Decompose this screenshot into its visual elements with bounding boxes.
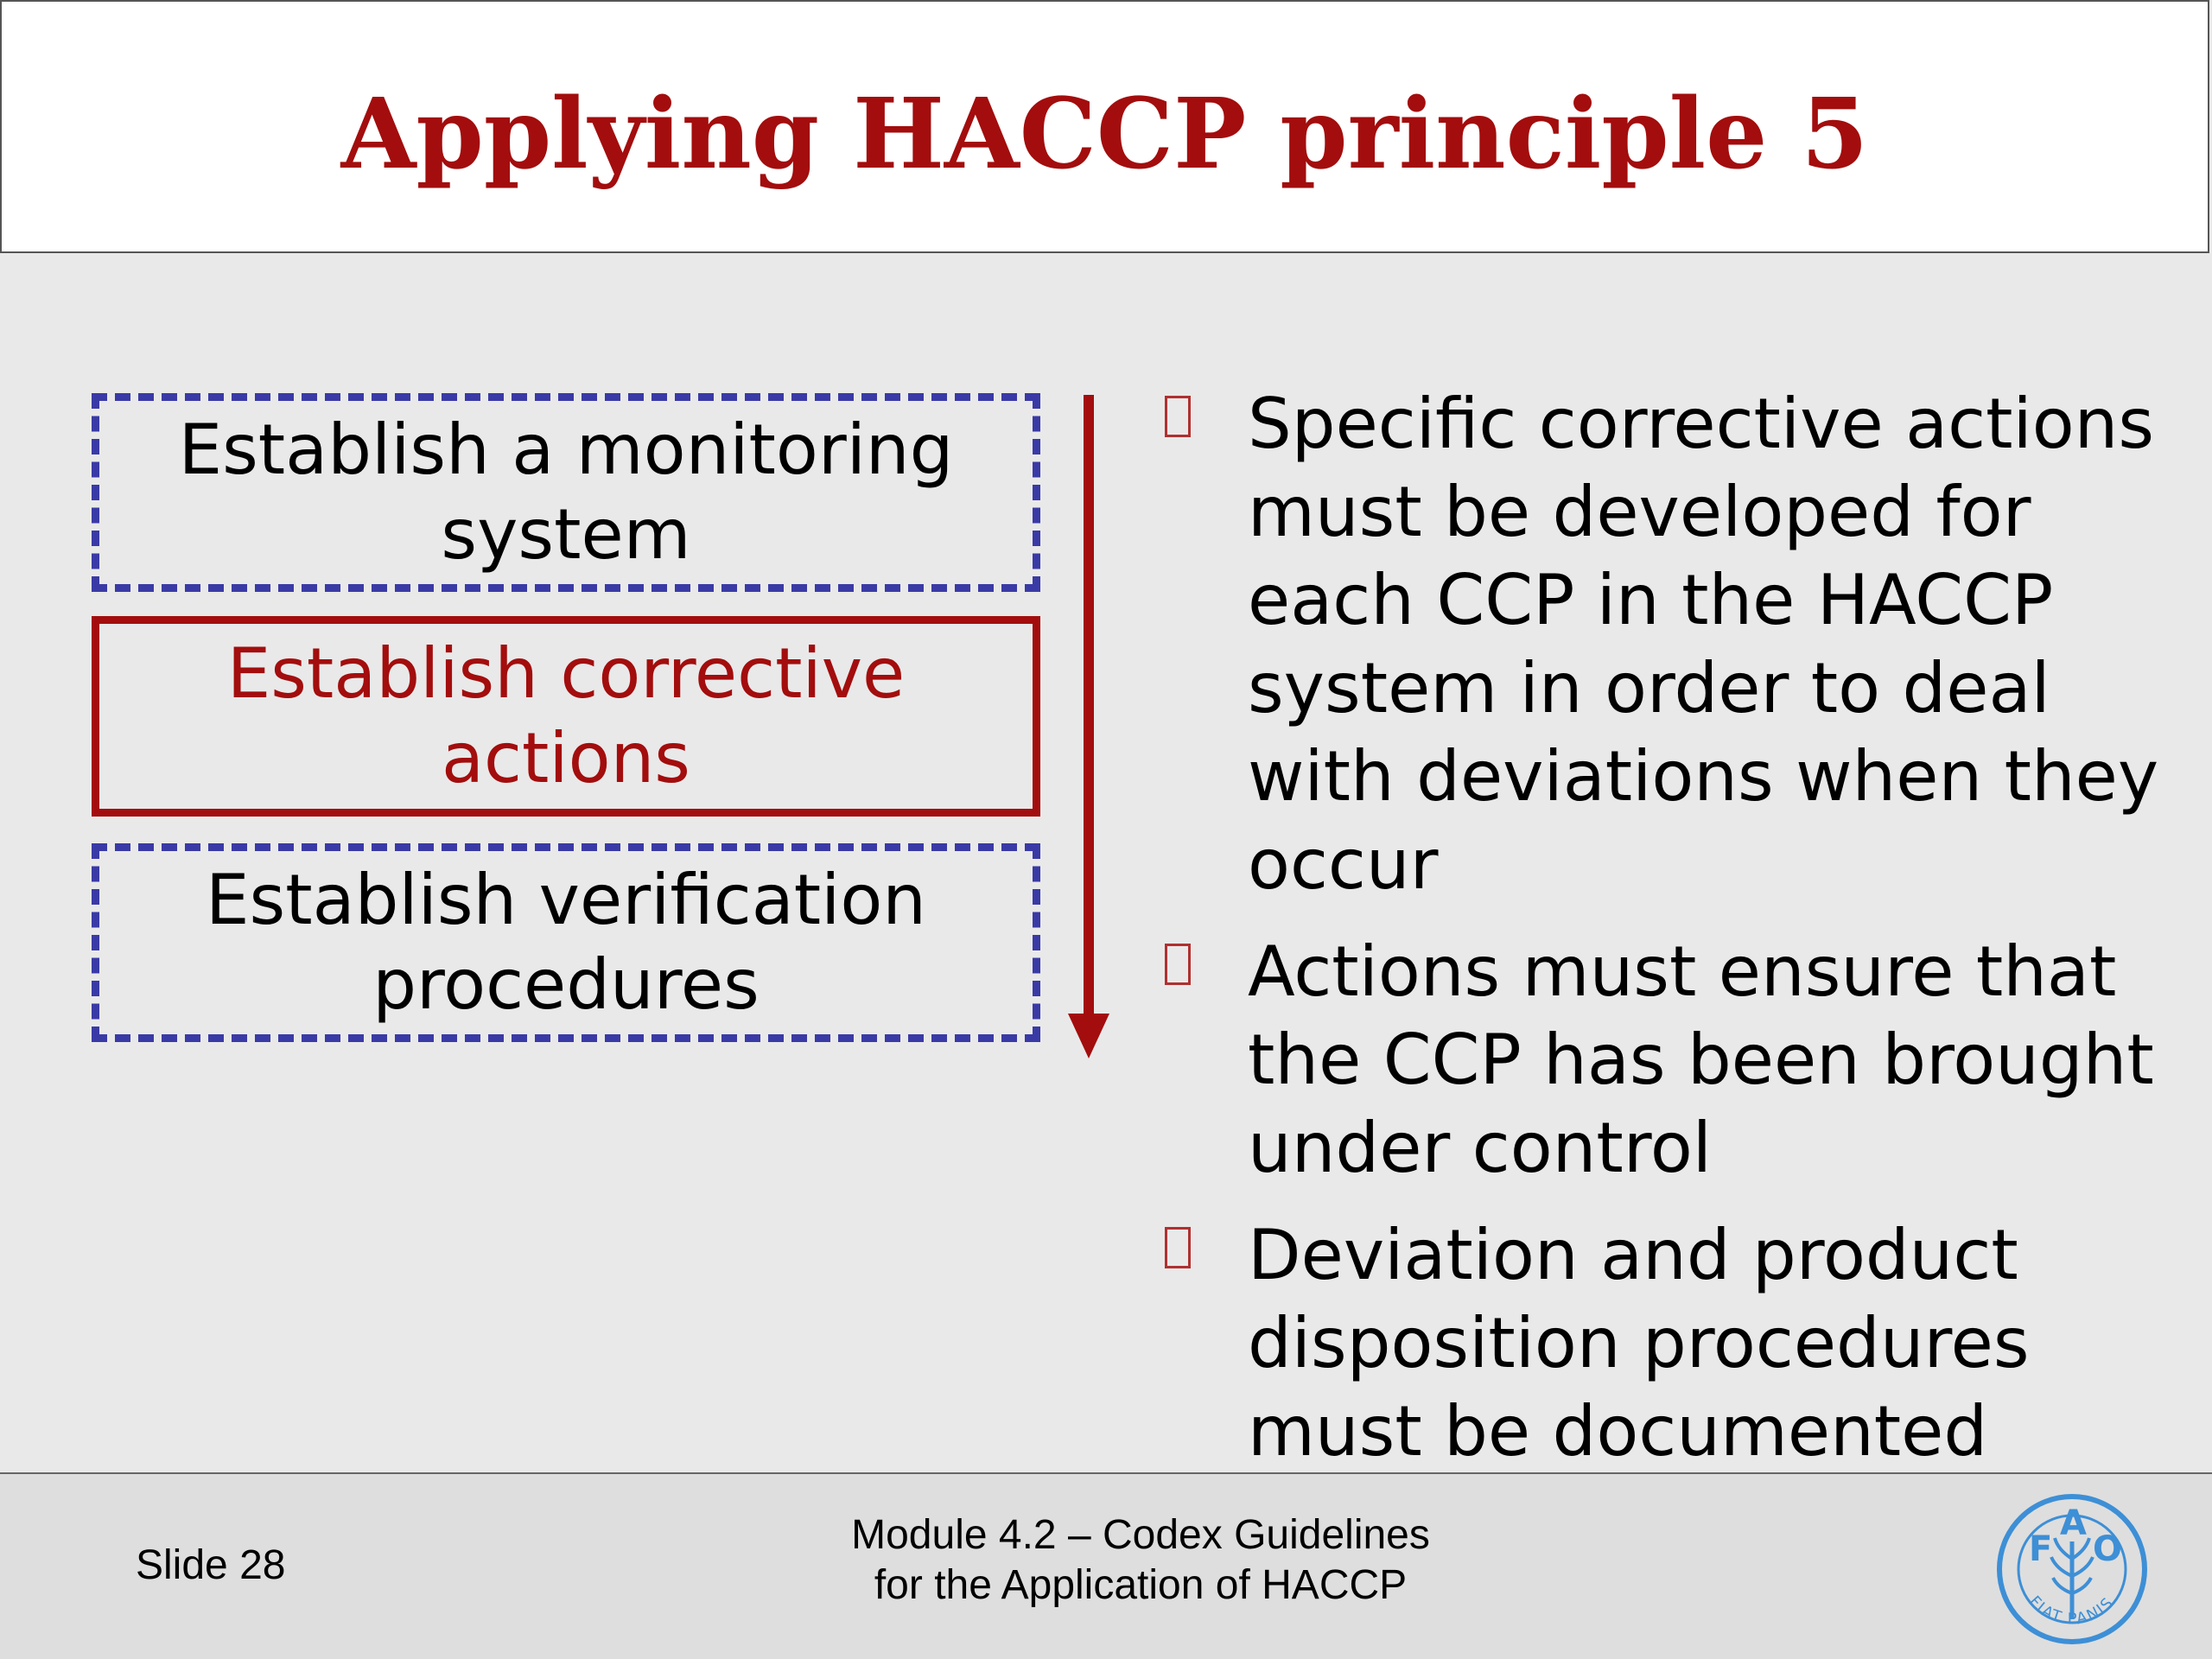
slide-number: Slide 28 — [136, 1542, 286, 1588]
svg-text:A: A — [2060, 1503, 2087, 1543]
svg-text:F: F — [2029, 1529, 2053, 1569]
bullet-item — [1156, 928, 2193, 1192]
fao-logo-icon — [1993, 1490, 2152, 1649]
square-bullet-icon — [1165, 944, 1191, 985]
bullet-list — [1156, 380, 2193, 1495]
square-bullet-icon — [1165, 396, 1191, 437]
step-monitoring-label: Establish a monitoring system — [178, 410, 954, 575]
step-verification-box — [92, 843, 1040, 1042]
step-monitoring-box — [92, 393, 1040, 592]
footer — [0, 1472, 2212, 1659]
bullet-text: Deviation and product disposition procedures must be documented — [1248, 1215, 2030, 1471]
step-corrective-label: Establish corrective actions — [226, 633, 906, 798]
svg-text:FIAT PANIS: FIAT PANIS — [2024, 1592, 2119, 1629]
module-title-line1: Module 4.2 – Codex Guidelines — [851, 1512, 1430, 1558]
arrow-down-icon — [1068, 395, 1109, 1058]
slide-title: Applying HACCP principle 5 — [340, 78, 1869, 191]
step-verification-label: Establish verification procedures — [206, 860, 926, 1025]
bullet-text: Specific corrective actions must be developed for each CCP in the HACCP system in order to deal with deviations when they occur — [1248, 384, 2159, 905]
bullet-item — [1156, 1211, 2193, 1476]
svg-text:O: O — [2093, 1529, 2123, 1569]
title-bar — [0, 0, 2209, 253]
bullet-item — [1156, 380, 2193, 909]
step-corrective-box — [92, 616, 1040, 817]
square-bullet-icon — [1165, 1227, 1191, 1268]
module-title — [743, 1510, 1538, 1611]
bullet-text: Actions must ensure that the CCP has been brought under control — [1248, 931, 2154, 1188]
module-title-line2: for the Application of HACCP — [874, 1562, 1408, 1608]
